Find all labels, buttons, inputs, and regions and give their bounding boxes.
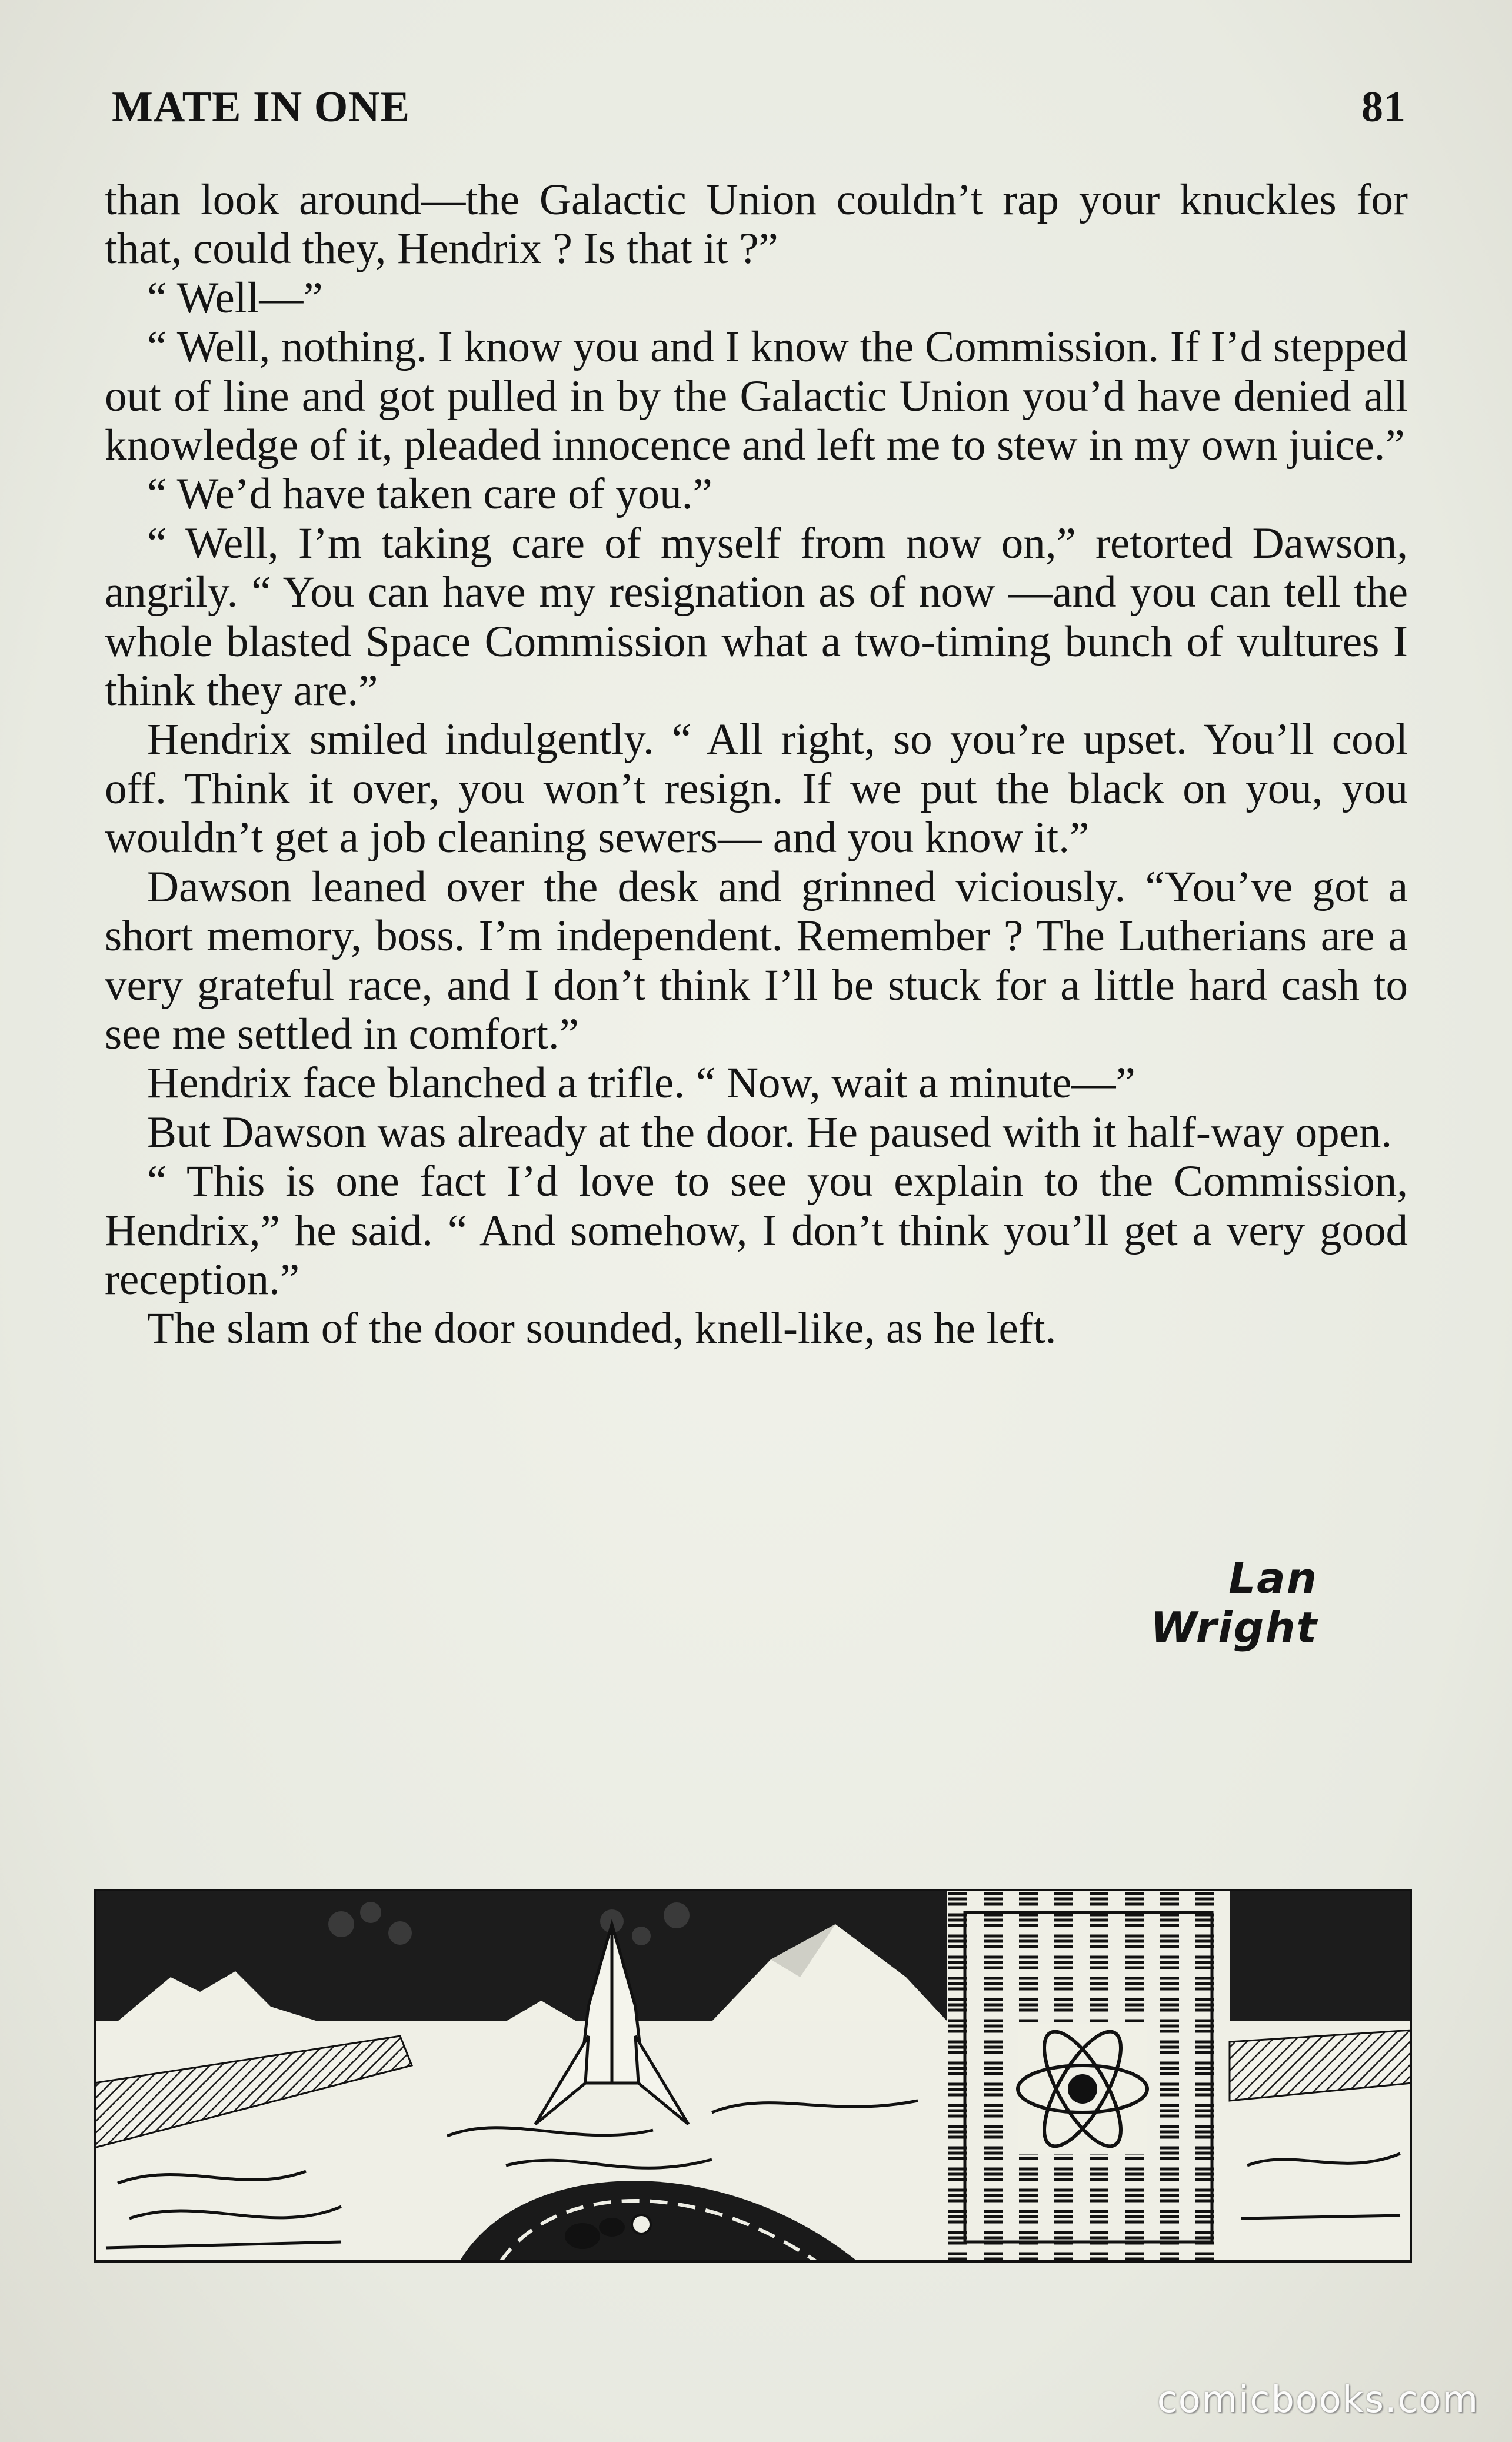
paragraph: Hendrix face blanched a trifle. “ Now, wait a minute—” (147, 1059, 1135, 1108)
paragraph: Dawson leaned over the desk and grinned viciously. “You’ve got a short memory, boss. I’m independent. Remember ? The Lutherians are a very grateful race, and I don’t think I’ll be stuck for a little hard cash to see me settled in comfort.” (105, 862, 1408, 1059)
paragraph: But Dawson was already at the door. He paused with it half-way open. (147, 1107, 1393, 1157)
paragraph: The slam of the door sounded, knell-like, as he left. (147, 1304, 1057, 1353)
spaceship-illustration (94, 1889, 1412, 2263)
page-number: 81 (1361, 83, 1406, 131)
paragraph: than look around—the Galactic Union couldn’t rap your knuckles for that, could they, Hendrix ? Is that it ?” (105, 175, 1408, 274)
paragraph: “ Well, I’m taking care of myself from now on,” retorted Dawson, angrily. “ You can have my resignation as of now —and you can tell the whole blasted Space Commission what a two-timing bunch of vultures I think they are.” (105, 518, 1408, 716)
author-byline: Lan Wright (1150, 1553, 1318, 1652)
paragraph: Hendrix smiled indulgently. “ All right, so you’re upset. You’ll cool off. Think it over, you won’t resign. If we put the black on you, you wouldn’t get a job cleaning sewers— and you know it.” (105, 715, 1408, 863)
running-header (112, 82, 1406, 141)
site-watermark: comicbooks.com (1157, 2378, 1479, 2421)
paragraph: “ We’d have taken care of you.” (147, 470, 712, 519)
paragraph: “ This is one fact I’d love to see you explain to the Commission, Hendrix,” he said. “ And somehow, I don’t think you’ll get a very good reception.” (105, 1157, 1408, 1304)
story-text (105, 175, 1408, 1353)
paragraph: “ Well—” (147, 273, 323, 322)
chapter-title: MATE IN ONE (112, 83, 411, 131)
paragraph: “ Well, nothing. I know you and I know the Commission. If I’d stepped out of line and got pulled in by the Galactic Union you’d have denied all knowledge of it, pleaded innocence and left me to stew in my own juice.” (105, 322, 1408, 470)
